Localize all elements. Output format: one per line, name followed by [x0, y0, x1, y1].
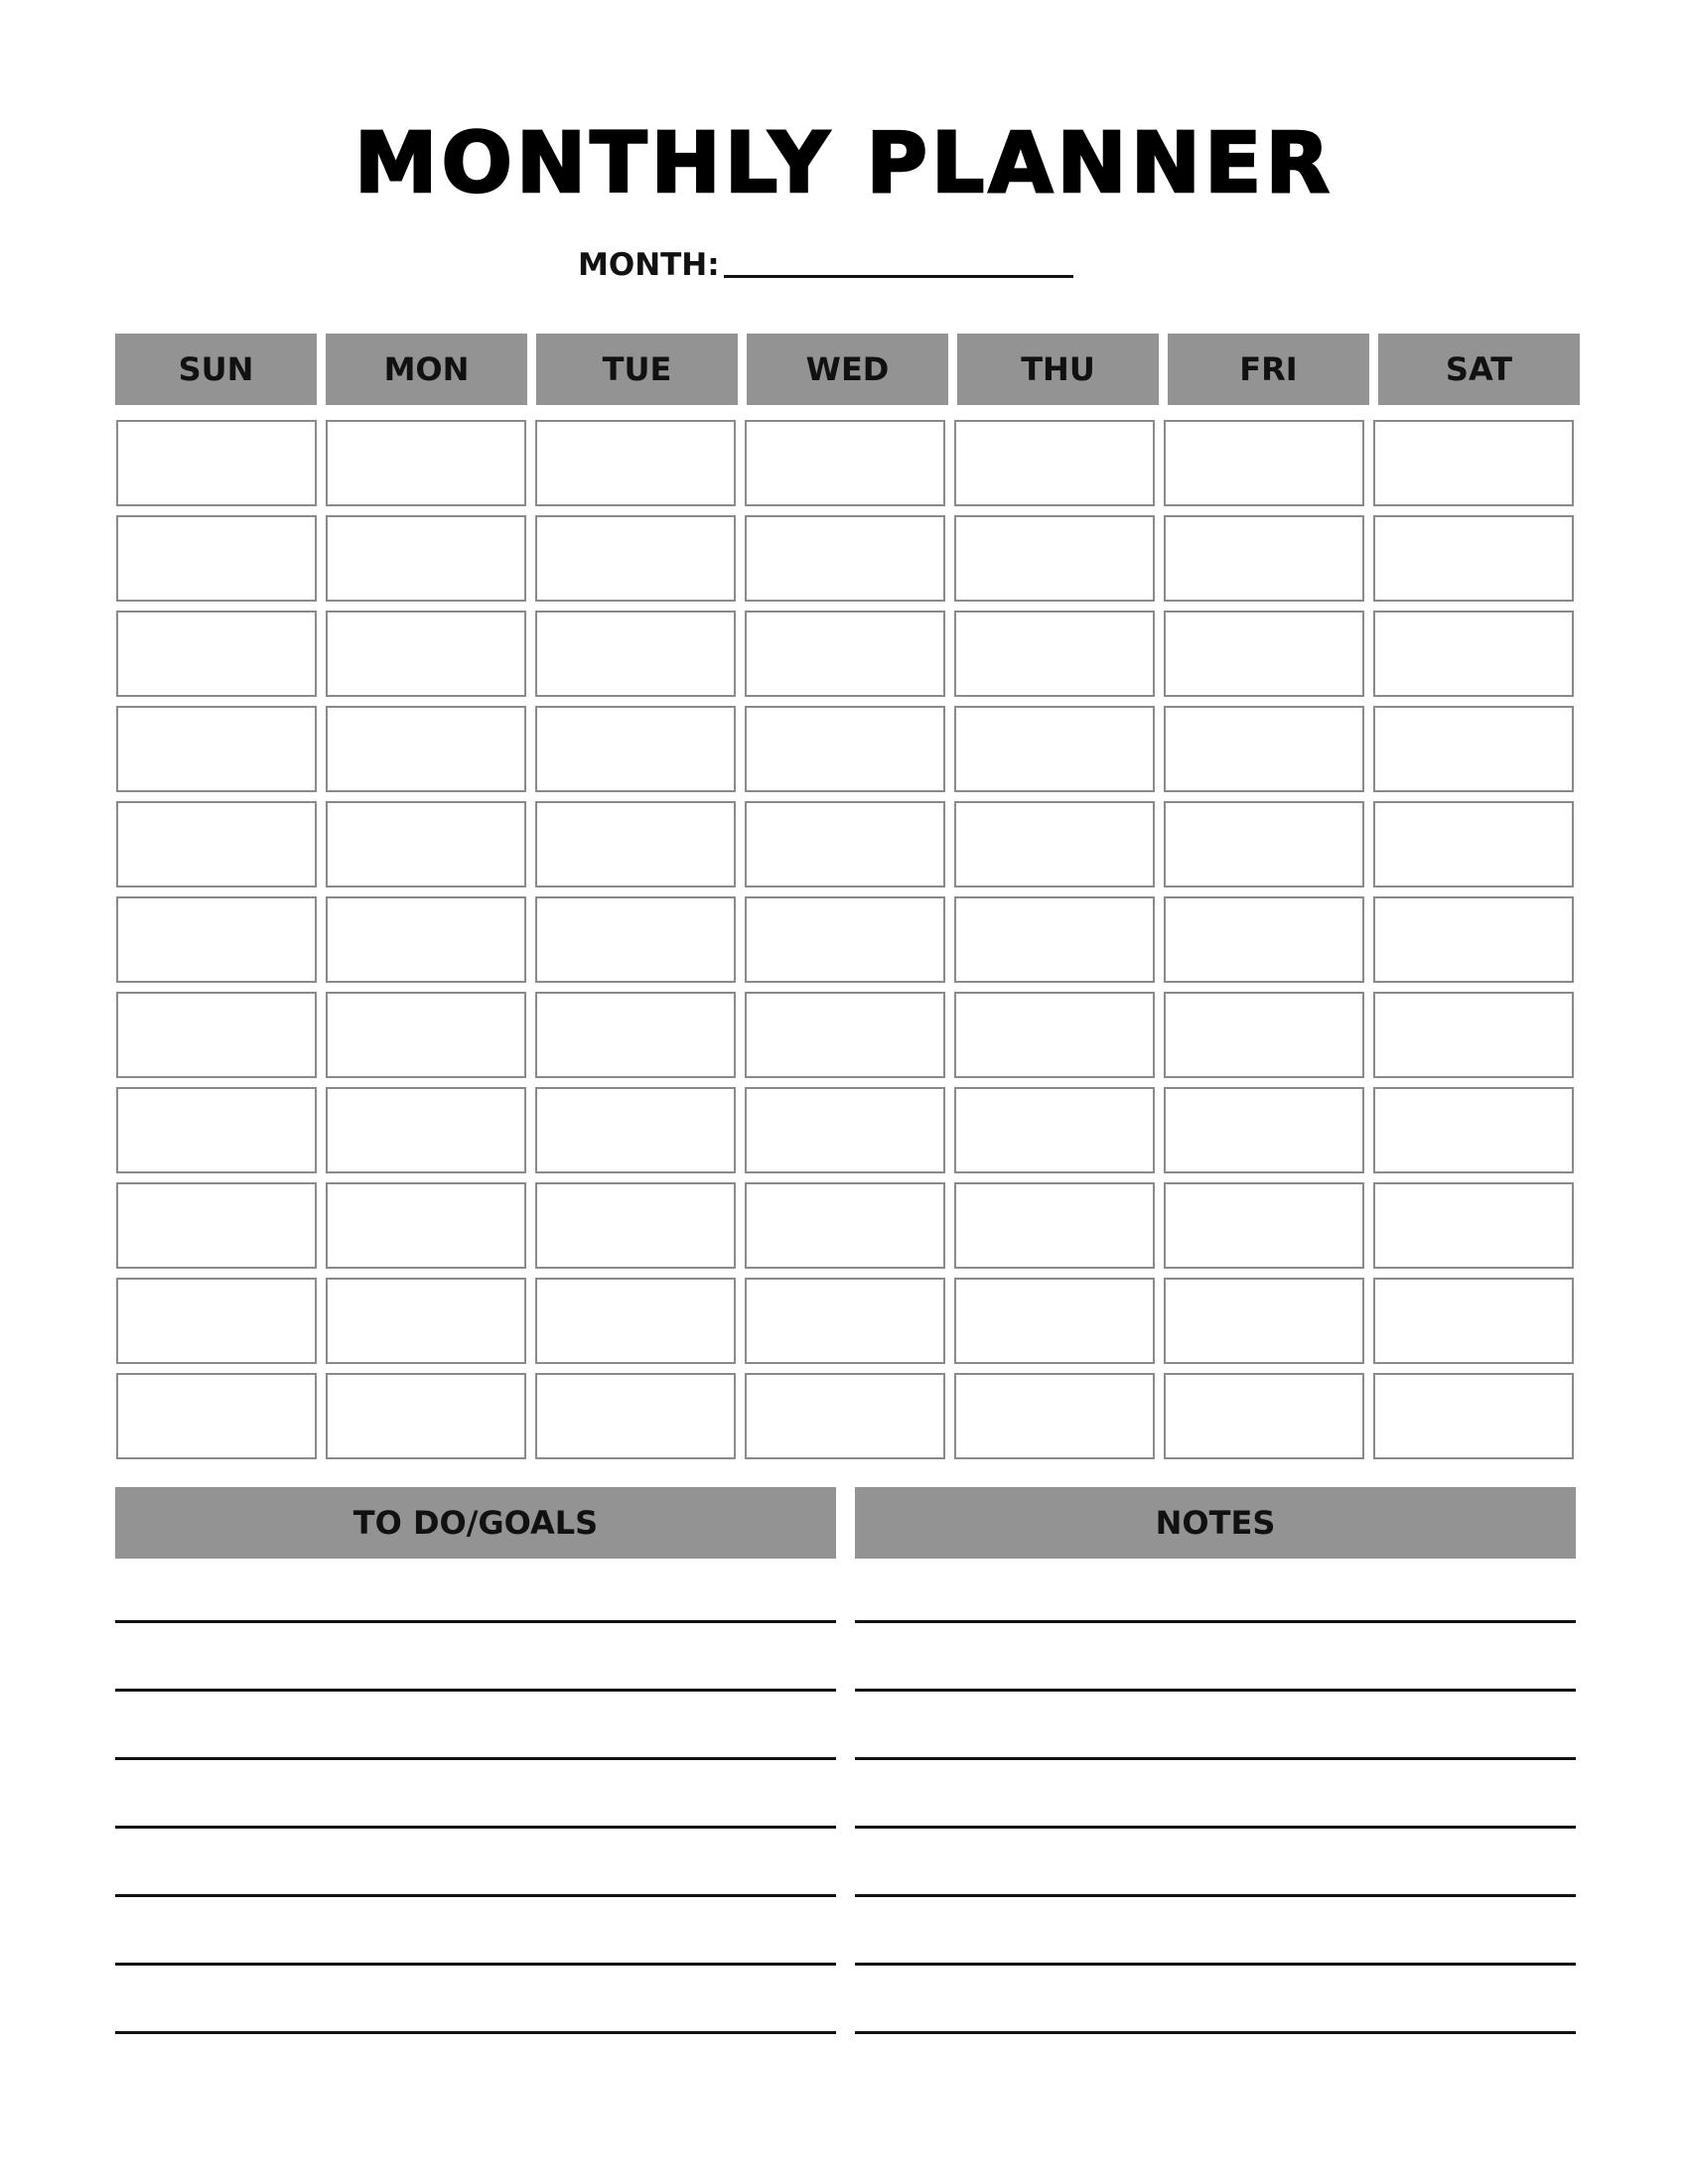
notes-line[interactable]: [855, 1760, 1576, 1829]
month-field: [578, 247, 1073, 283]
calendar-cell[interactable]: [116, 515, 317, 602]
calendar-cell[interactable]: [1164, 1278, 1364, 1364]
calendar-cell[interactable]: [326, 420, 526, 506]
calendar-cell[interactable]: [954, 1182, 1155, 1269]
weekday-header-wed: WED: [747, 334, 948, 405]
calendar-cell[interactable]: [116, 801, 317, 887]
calendar-cell[interactable]: [1164, 420, 1364, 506]
calendar-cell[interactable]: [954, 1278, 1155, 1364]
calendar-cell[interactable]: [116, 420, 317, 506]
calendar-cell[interactable]: [745, 611, 945, 697]
calendar-grid: [116, 420, 1574, 1459]
calendar-cell[interactable]: [116, 1087, 317, 1173]
calendar-cell[interactable]: [535, 1373, 736, 1459]
calendar-cell[interactable]: [1373, 611, 1574, 697]
calendar-cell[interactable]: [535, 706, 736, 792]
calendar-cell[interactable]: [954, 515, 1155, 602]
calendar-cell[interactable]: [745, 1278, 945, 1364]
calendar-cell[interactable]: [535, 1278, 736, 1364]
calendar-cell[interactable]: [1164, 1373, 1364, 1459]
calendar-cell[interactable]: [954, 1373, 1155, 1459]
month-input-line[interactable]: [724, 275, 1073, 278]
calendar-cell[interactable]: [745, 420, 945, 506]
todo-line[interactable]: [115, 1966, 836, 2034]
todo-line[interactable]: [115, 1829, 836, 1897]
calendar-cell[interactable]: [745, 1373, 945, 1459]
calendar-cell[interactable]: [954, 992, 1155, 1078]
calendar-cell[interactable]: [535, 420, 736, 506]
notes-heading: NOTES: [855, 1487, 1576, 1559]
calendar-cell[interactable]: [745, 515, 945, 602]
month-label: MONTH:: [578, 247, 720, 283]
calendar-cell[interactable]: [745, 1182, 945, 1269]
calendar-cell[interactable]: [1373, 1373, 1574, 1459]
calendar-cell[interactable]: [535, 1087, 736, 1173]
calendar-cell[interactable]: [745, 706, 945, 792]
calendar-cell[interactable]: [954, 420, 1155, 506]
calendar-cell[interactable]: [1164, 896, 1364, 983]
notes-line[interactable]: [855, 1897, 1576, 1966]
todo-goals-heading: TO DO/GOALS: [115, 1487, 836, 1559]
weekday-header-sat: SAT: [1378, 334, 1580, 405]
calendar-cell[interactable]: [326, 1182, 526, 1269]
calendar-cell[interactable]: [1373, 992, 1574, 1078]
calendar-cell[interactable]: [954, 611, 1155, 697]
calendar-cell[interactable]: [745, 1087, 945, 1173]
calendar-cell[interactable]: [116, 706, 317, 792]
notes-line[interactable]: [855, 1623, 1576, 1692]
todo-line[interactable]: [115, 1623, 836, 1692]
calendar-cell[interactable]: [116, 611, 317, 697]
calendar-cell[interactable]: [1164, 1182, 1364, 1269]
calendar-cell[interactable]: [116, 1373, 317, 1459]
calendar-cell[interactable]: [1373, 515, 1574, 602]
calendar-cell[interactable]: [954, 1087, 1155, 1173]
calendar-cell[interactable]: [954, 896, 1155, 983]
calendar-cell[interactable]: [954, 801, 1155, 887]
notes-line[interactable]: [855, 1829, 1576, 1897]
calendar-cell[interactable]: [535, 896, 736, 983]
calendar-cell[interactable]: [1373, 896, 1574, 983]
calendar-cell[interactable]: [1373, 706, 1574, 792]
calendar-cell[interactable]: [535, 801, 736, 887]
calendar-cell[interactable]: [745, 992, 945, 1078]
calendar-cell[interactable]: [954, 706, 1155, 792]
todo-line[interactable]: [115, 1555, 836, 1623]
calendar-cell[interactable]: [116, 992, 317, 1078]
calendar-cell[interactable]: [745, 896, 945, 983]
calendar-cell[interactable]: [116, 1278, 317, 1364]
calendar-cell[interactable]: [326, 515, 526, 602]
calendar-cell[interactable]: [1373, 1278, 1574, 1364]
calendar-cell[interactable]: [116, 1182, 317, 1269]
calendar-cell[interactable]: [326, 896, 526, 983]
calendar-cell[interactable]: [326, 706, 526, 792]
calendar-cell[interactable]: [1373, 420, 1574, 506]
calendar-cell[interactable]: [1164, 992, 1364, 1078]
calendar-cell[interactable]: [1164, 706, 1364, 792]
calendar-cell[interactable]: [535, 992, 736, 1078]
todo-line[interactable]: [115, 1897, 836, 1966]
calendar-cell[interactable]: [1164, 801, 1364, 887]
calendar-cell[interactable]: [1373, 1182, 1574, 1269]
calendar-cell[interactable]: [116, 896, 317, 983]
notes-line[interactable]: [855, 1555, 1576, 1623]
notes-lines: [855, 1555, 1576, 2034]
todo-line[interactable]: [115, 1760, 836, 1829]
calendar-cell[interactable]: [326, 1087, 526, 1173]
calendar-cell[interactable]: [326, 1373, 526, 1459]
notes-line[interactable]: [855, 1692, 1576, 1760]
calendar-cell[interactable]: [535, 1182, 736, 1269]
todo-goals-lines: [115, 1555, 836, 2034]
notes-line[interactable]: [855, 1966, 1576, 2034]
calendar-cell[interactable]: [745, 801, 945, 887]
weekday-header-fri: FRI: [1168, 334, 1369, 405]
calendar-cell[interactable]: [326, 1278, 526, 1364]
calendar-cell[interactable]: [1164, 1087, 1364, 1173]
calendar-cell[interactable]: [326, 992, 526, 1078]
calendar-cell[interactable]: [535, 611, 736, 697]
weekday-header-tue: TUE: [536, 334, 738, 405]
todo-line[interactable]: [115, 1692, 836, 1760]
calendar-cell[interactable]: [1164, 611, 1364, 697]
calendar-cell[interactable]: [1164, 515, 1364, 602]
calendar-cell[interactable]: [535, 515, 736, 602]
page-title: MONTHLY PLANNER: [353, 114, 1335, 211]
calendar-cell[interactable]: [1373, 801, 1574, 887]
weekday-header-mon: MON: [326, 334, 527, 405]
calendar-cell[interactable]: [326, 611, 526, 697]
weekday-header-row: [115, 334, 1580, 405]
weekday-header-thu: THU: [957, 334, 1159, 405]
calendar-cell[interactable]: [1373, 1087, 1574, 1173]
calendar-cell[interactable]: [326, 801, 526, 887]
weekday-header-sun: SUN: [115, 334, 317, 405]
